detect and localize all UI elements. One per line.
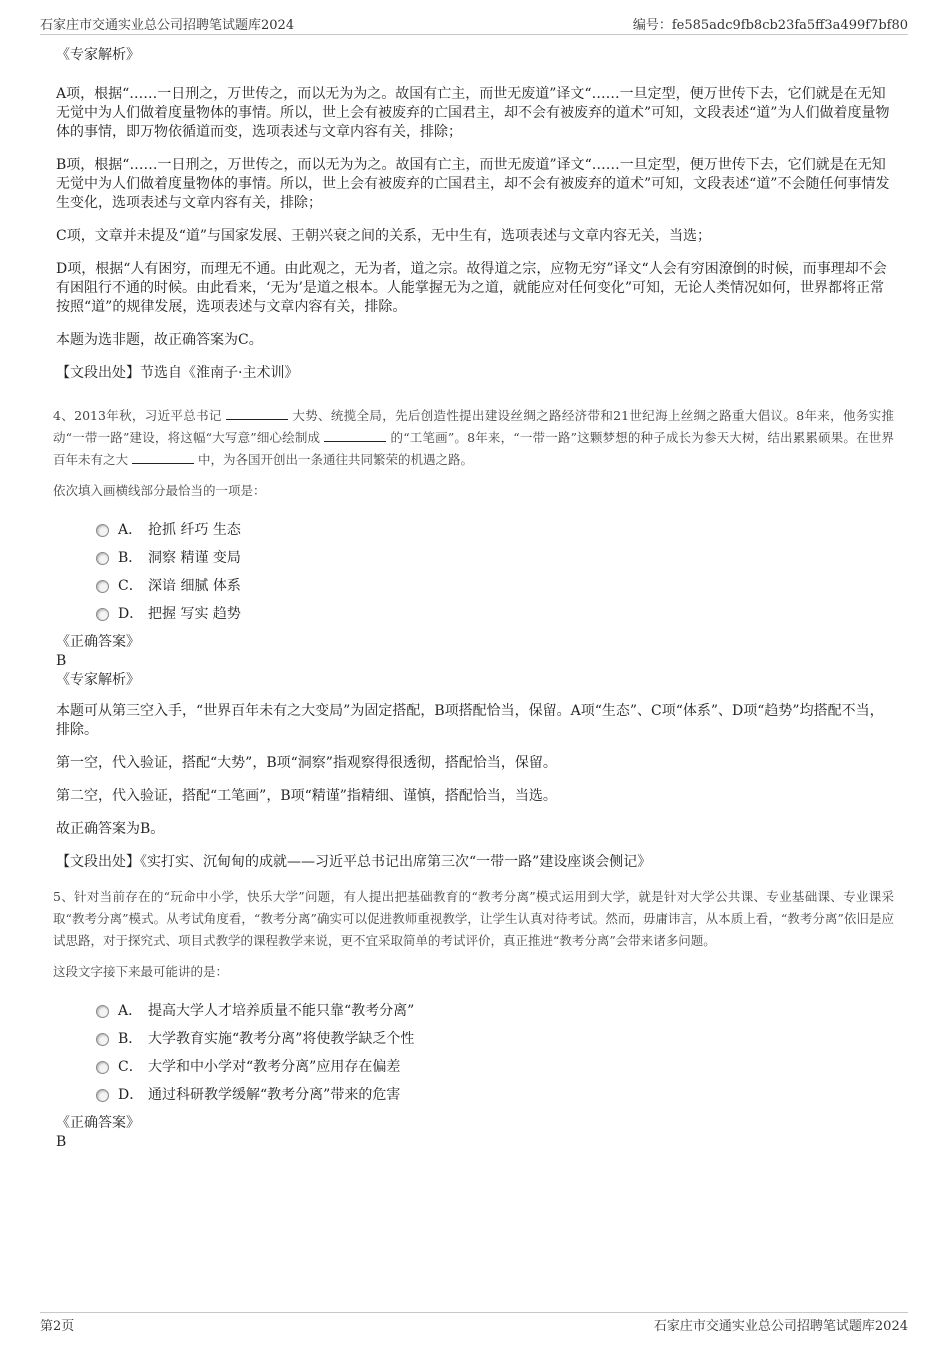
answer-tag: 《正确答案》 — [56, 1115, 140, 1131]
option-b[interactable]: B． 大学教育实施“教考分离”将使教学缺乏个性 — [96, 1028, 894, 1056]
radio-button[interactable] — [96, 608, 109, 621]
option-d[interactable]: D． 通过科研教学缓解“教考分离”带来的危害 — [96, 1084, 894, 1112]
option-c[interactable]: C． 大学和中小学对“教考分离”应用存在偏差 — [96, 1056, 894, 1084]
radio-button[interactable] — [96, 524, 109, 537]
radio-button[interactable] — [96, 1033, 109, 1046]
analysis-tag: 《专家解析》 — [56, 672, 140, 688]
analysis-paragraph: 本题可从第三空入手，“世界百年未有之大变局”为固定搭配，B项搭配恰当，保留。A项“生态”、C项“体系”、D项“趋势”均搭配不当，排除。 — [56, 703, 884, 738]
fill-blank — [324, 429, 386, 442]
page-header — [40, 14, 908, 35]
page-footer — [40, 1312, 908, 1334]
question-5-stem: 5、针对当前存在的“玩命中小学，快乐大学”问题，有人提出把基础教育的“教考分离”模式运用到大学，就是针对大学公共课、专业基础课、专业课采取“教考分离”模式。从考试角度看，“教考分离”确实可以促进教师重视教学，让学生认真对待考试。然而，毋庸讳言，从本质上看，“教考分离”依旧是应试思路，对于探究式、项目式教学的课程教学来说，更不宜采取简单的考试评价，真正推进“教考分离”会带来诸多问题。 — [53, 889, 894, 948]
question-5-prompt: 这段文字接下来最可能讲的是： — [53, 964, 229, 979]
page-content — [53, 46, 894, 1152]
radio-button[interactable] — [96, 552, 109, 565]
answer-tag: 《正确答案》 — [56, 634, 140, 650]
analysis-paragraph: D项，根据“人有困穷，而理无不通。由此观之，无为者，道之宗。故得道之宗，应物无穷”译文“人会有穷困潦倒的时候，而事理却不会有困阻行不通的时候。由此看来，‘无为’是道之根本。人能掌握无为之道，就能应对任何变化”可知，无论人类情况如何，世界都将正常按照“道”的规律发展，选项表述与文章内容有关，排除。 — [56, 261, 887, 315]
source-citation: 【文段出处】节选自《淮南子·主术训》 — [56, 365, 299, 381]
fill-blank — [226, 407, 288, 420]
option-d[interactable]: D． 把握 写实 趋势 — [96, 603, 894, 631]
analysis-conclusion: 本题为选非题，故正确答案为C。 — [56, 332, 263, 348]
option-c[interactable]: C． 深谙 细腻 体系 — [96, 575, 894, 603]
answer-value: B — [56, 1134, 67, 1150]
answer-value: B — [56, 653, 67, 669]
fill-blank — [132, 451, 194, 464]
page-number: 第2页 — [40, 1319, 75, 1334]
radio-button[interactable] — [96, 1005, 109, 1018]
source-citation: 【文段出处】《实打实、沉甸甸的成就——习近平总书记出席第三次“一带一路”建设座谈会侧记》 — [56, 854, 652, 870]
radio-button[interactable] — [96, 580, 109, 593]
header-serial-number: 编号：fe585adc9fb8cb23fa5ff3a499f7bf80 — [632, 18, 908, 33]
question-4-stem: 4、2013年秋，习近平总书记 大势、统揽全局，先后创造性提出建设丝绸之路经济带和21世纪海上丝绸之路重大倡议。8年来，他务实推动“一带一路”建设，将这幅“大写意”细心绘制成 的“工笔画”。8年来，“一带一路”这颗梦想的种子成长为参天大树，结出累累硕果。在世界百年未有之大 中，为各国开创出一条通往共同繁荣的机遇之路。 — [53, 408, 894, 467]
header-title: 石家庄市交通实业总公司招聘笔试题库2024 — [40, 18, 295, 33]
analysis-paragraph: A项，根据“……一日刑之，万世传之，而以无为为之。故国有亡主，而世无废道”译文“……一旦定型，便万世传下去，它们就是在无知无觉中为人们做着度量物体的事情。所以，世上会有被废弃的亡国君主，却不会有被废弃的道术”可知，文段表述“道”为人们做着度量物体的事情，即万物依循道而变，选项表述与文章内容有关，排除； — [56, 86, 890, 140]
analysis-paragraph: 第二空，代入验证，搭配“工笔画”，B项“精谨”指精细、谨慎，搭配恰当，当选。 — [56, 788, 557, 804]
radio-button[interactable] — [96, 1061, 109, 1074]
option-a[interactable]: A． 抢抓 纤巧 生态 — [96, 519, 894, 547]
option-b[interactable]: B． 洞察 精谨 变局 — [96, 547, 894, 575]
radio-button[interactable] — [96, 1089, 109, 1102]
question-4-prompt: 依次填入画横线部分最恰当的一项是： — [53, 483, 266, 498]
analysis-conclusion: 故正确答案为B。 — [56, 821, 165, 837]
option-a[interactable]: A． 提高大学人才培养质量不能只靠“教考分离” — [96, 1000, 894, 1028]
analysis-tag: 《专家解析》 — [56, 47, 140, 63]
analysis-paragraph: B项，根据“……一日刑之，万世传之，而以无为为之。故国有亡主，而世无废道”译文“……一旦定型，便万世传下去，它们就是在无知无觉中为人们做着度量物体的事情。所以，世上会有被废弃的亡国君主，却不会有被废弃的道术”可知，文段表述“道”不会随任何事情发生变化，选项表述与文章内容有关，排除； — [56, 157, 890, 211]
footer-title: 石家庄市交通实业总公司招聘笔试题库2024 — [653, 1319, 908, 1334]
analysis-paragraph: 第一空，代入验证，搭配“大势”，B项“洞察”指观察得很透彻，搭配恰当，保留。 — [56, 755, 557, 771]
analysis-paragraph: C项，文章并未提及“道”与国家发展、王朝兴衰之间的关系，无中生有，选项表述与文章内容无关，当选； — [56, 228, 712, 244]
